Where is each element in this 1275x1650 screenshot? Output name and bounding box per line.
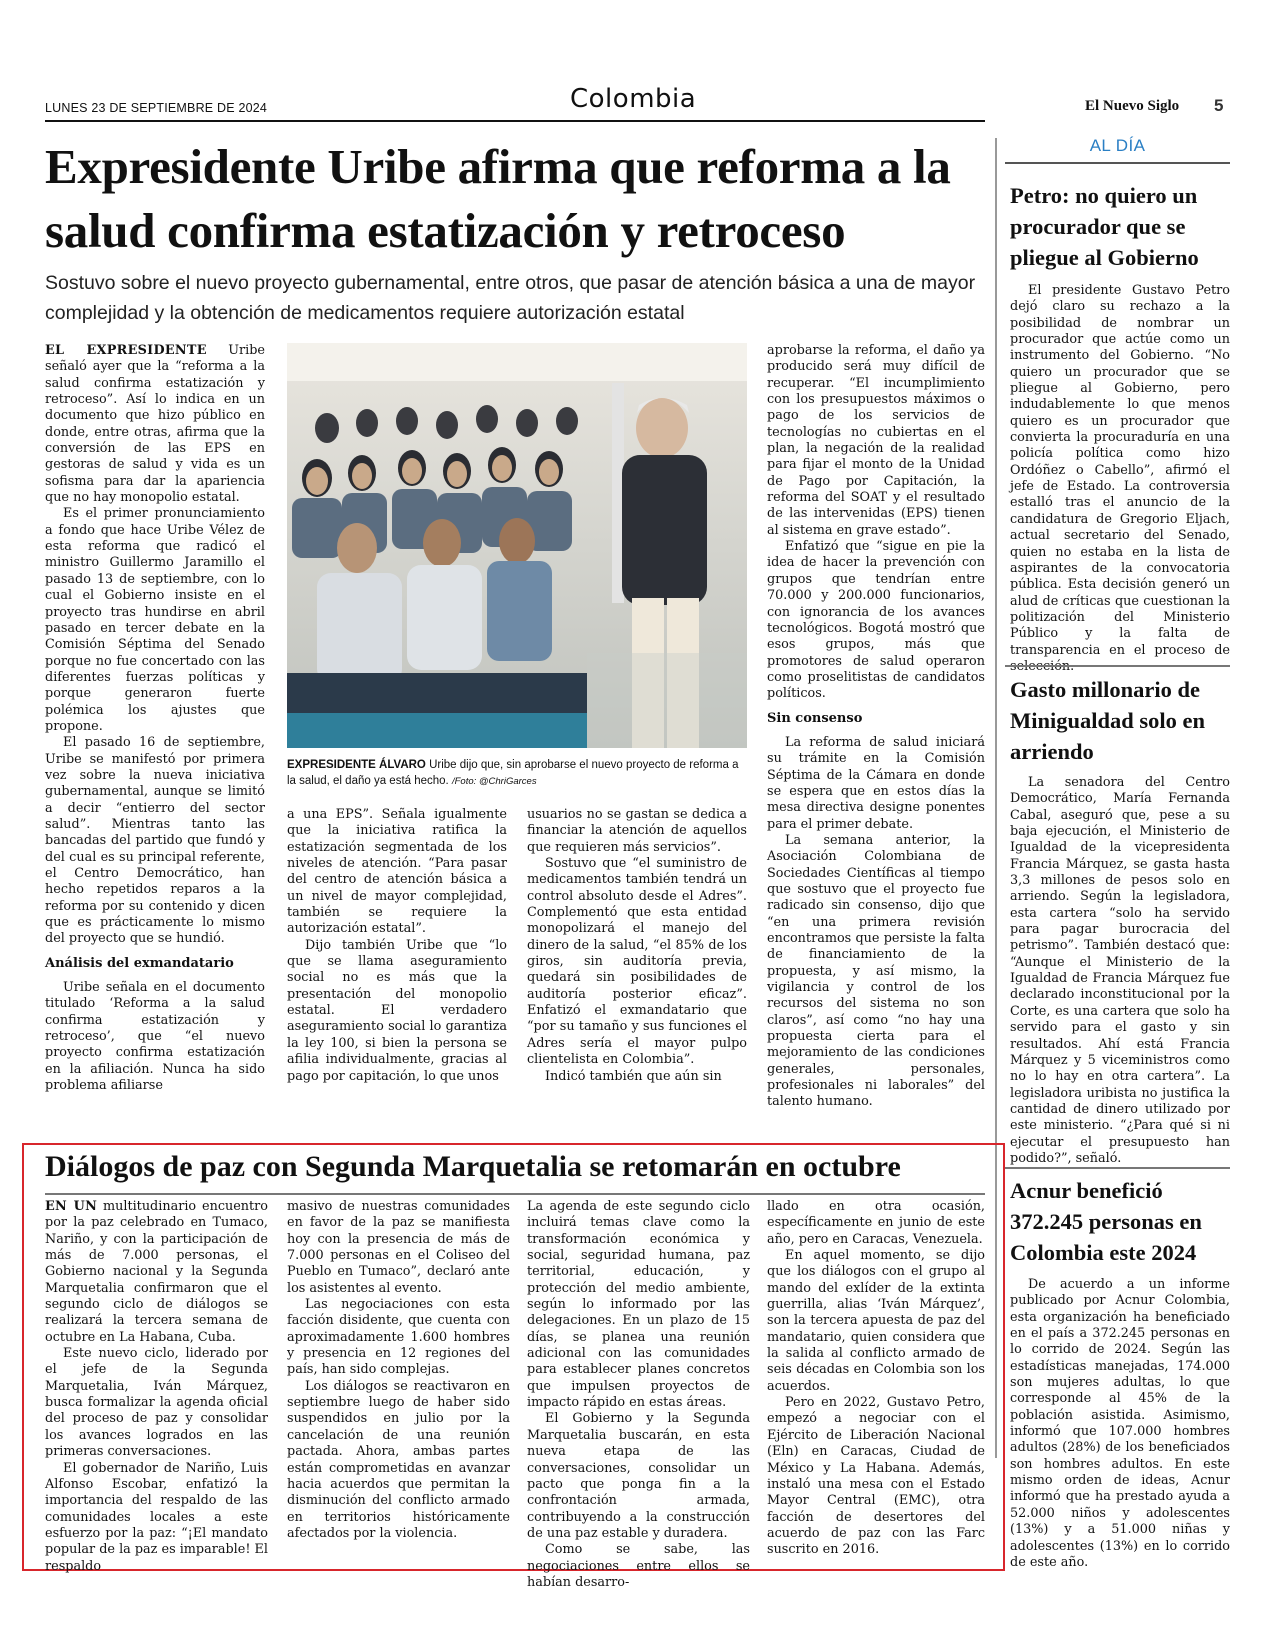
article-paragraph: Este nuevo ciclo, liderado por el jefe de la Segunda Marquetalia, Iván Márquez, busca formalizar la agenda oficial del proceso de paz y consolidar los avances logrados en las primeras conversaciones. (45, 1346, 268, 1460)
photo-caption: EXPRESIDENTE ÁLVARO Uribe dijo que, sin aprobarse el nuevo proyecto de reforma a la salud, el daño ya está hecho. /Foto: @ChriGarces (287, 759, 739, 787)
section-name: Colombia (570, 84, 697, 114)
article-paragraph: El pasado 16 de septiembre, Uribe se manifestó por primera vez sobre la nueva iniciativa gubernamental, aunque se limitó a decir “entierro del sector salud”. Mientras tanto las bancadas del partido que fundó y del cual es su principal referente, el Centro Democrático, han hecho repetidos reparos a la reforma por su contenido y dicen que es prácticamente lo mismo del proyecto que se hundió. (45, 735, 265, 947)
main-headline: Expresidente Uribe afirma que reforma a la salud confirma estatización y retroceso (45, 139, 951, 258)
subhead: Sin consenso (767, 710, 863, 726)
box-column-4 (767, 1199, 985, 1559)
box-column-3 (527, 1199, 750, 1591)
newspaper-name: El Nuevo Siglo (1085, 98, 1180, 114)
classroom-photo (287, 343, 747, 748)
article-paragraph: Dijo también Uribe que “lo que se llama aseguramiento social no es más que la presentación del monopolio estatal. El verdadero aseguramiento social lo garantiza la ley 100, si bien la persona se afilia individualmente, gracias al pago por capitación, lo que unos (287, 937, 507, 1084)
folio-rule (45, 120, 985, 122)
subhead: Análisis del exmandatario (45, 955, 234, 971)
article-paragraph: La agenda de este segundo ciclo incluirá temas clave como la transformación económica y social, seguridad humana, paz territorial, educación, y protección del medio ambiente, según lo informado por las delegaciones. En un plazo de 15 días, se planea una reunión adicional con las comunidades para establecer planes concretos que impulsen proyectos de impacto rápido en estas áreas. (527, 1199, 750, 1411)
sidebar-story-3: De acuerdo a un informe publicado por Acnur Colombia, esta organización ha beneficiado en el país a 372.245 personas en lo corrido de 2024. Según las estadísticas manejadas, 174.000 son mujeres adultas, lo que corresponde al 45% de la población asistida. Asimismo, informó que 107.000 hombres adultos (28%) de los beneficiados son hombres adultos. En este mismo orden de ideas, Acnur informó que ha prestado ayuda a 52.000 niños y adolescentes (13%) y a 51.000 niñas y adolescentes (13%) en lo corrido de este año. (1010, 1277, 1230, 1570)
photo-credit: /Foto: @ChriGarces (451, 775, 537, 787)
article-paragraph: Sostuvo que “el suministro de medicamentos también tendrá un control absoluto desde el Adres”. Complementó que esta entidad monopolizará el manejo del dinero de la salud, “el 85% de los giros, sin auditoría previa, quedará sin posibilidades de auditoría posterior eficaz”. Enfatizó el exmandatario que “por su tamaño y sus funciones el Adres sería el mayor pulpo clientelista en Colombia”. (527, 856, 747, 1068)
article-paragraph: Uribe señala en el documento titulado ‘Reforma a la salud confirma estatización y retroceso’, que “el nuevo proyecto confirma estatización en la afiliación. Nunca ha sido problema afiliarse (45, 980, 265, 1094)
box-column-2 (287, 1199, 510, 1542)
article-paragraph: El gobernador de Nariño, Luis Alfonso Escobar, enfatizó la importancia del respaldo de las comunidades locales a este esfuerzo por la paz: “¡El mandato popular de la paz es imparable! El respaldo (45, 1460, 268, 1574)
article-paragraph: Como se sabe, las negociaciones entre ellos se habían desarro- (527, 1542, 750, 1590)
box-column-1 (45, 1199, 268, 1575)
sidebar-divider (1005, 1167, 1230, 1169)
sidebar-headline-1: Petro: no quiero un procurador que se pliegue al Gobierno (1010, 183, 1199, 270)
page-number: 5 (1214, 96, 1224, 115)
article-photo (287, 343, 747, 748)
sidebar-kicker: AL DÍA (1089, 136, 1146, 155)
main-column-3 (527, 807, 747, 1085)
article-paragraph: Es el primer pronunciamiento a fondo que hace Uribe Vélez de esta reforma que radicó el ministro Guillermo Jaramillo el pasado 13 de septiembre, con lo cual el Gobierno insiste en el proyecto tras hundirse en abril pasado en tercer debate en la Comisión Séptima del Senado porque no fue concertado con las diferentes fuerzas políticas y porque generaron fuerte polémica los ajustes que propone. (45, 506, 265, 734)
article-paragraph: Los diálogos se reactivaron en septiembre luego de haber sido suspendidos en julio por la cancelación de una reunión pactada. Ahora, ambas partes están comprometidas en avanzar hacia acuerdos que permitan la disminución del conflicto armado en territorios históricamente afectados por la violencia. (287, 1378, 510, 1541)
box-headline-rule (45, 1193, 985, 1195)
folio-date: LUNES 23 DE SEPTIEMBRE DE 2024 (45, 101, 268, 115)
box-headline: Diálogos de paz con Segunda Marquetalia se retomarán en octubre (45, 1150, 901, 1183)
article-paragraph: Pero en 2022, Gustavo Petro, empezó a negociar con el Ejército de Liberación Nacional (Eln) en Caracas, Ciudad de México y La Habana. Además, instaló una mesa con el Estado Mayor Central (EMC), otra facción de desertores del acuerdo de paz con las Farc suscrito en 2016. (767, 1395, 985, 1558)
article-paragraph: En aquel momento, se dijo que los diálogos con el grupo al mando del exlíder de la extinta guerrilla, alias ‘Iván Márquez’, son la tercera apuesta de paz del mandatario, quien considera que la salida al conflicto armado de seis décadas en Colombia son los acuerdos. (767, 1248, 985, 1394)
sidebar-headline-3: Acnur benefició 372.245 personas en Colombia este 2024 (1010, 1178, 1202, 1265)
article-paragraph: EL EXPRESIDENTE Uribe señaló ayer que la “reforma a la salud confirma estatización y retroceso”. Así lo indica en un documento que hizo público en donde, entre otras, afirma que la conversión de las EPS en gestoras de salud y vida es un sofisma para dar la apariencia que no hay monopolio estatal. (45, 343, 265, 506)
sidebar-story-1: El presidente Gustavo Petro dejó claro su rechazo a la posibilidad de nombrar un procurador que actúe como un instrumento del Gobierno. “No quiero un procurador que se pliegue al Gobierno, pero indudablemente lo que menos quiero es un procurador que convierta la procuraduría en una policía política como hizo Ordóñez o Cabello”, afirmó el jefe de Estado. La controversia estalló tras el anuncio de la candidatura de Gregorio Eljach, actual secretario del Senado, quien no estaba en la lista de aspirantes de la convocatoria pública. Esta decisión generó un alud de críticas que cuestionan la politización del Ministerio Público y la falta de transparencia en el proceso de (1010, 283, 1230, 658)
main-column-2 (287, 807, 507, 1085)
sidebar-headline-2: Gasto millonario de Minigualdad solo en arriendo (1010, 677, 1206, 764)
article-paragraph: aprobarse la reforma, el daño ya producido será muy difícil de recuperar. “El incumplimiento con los presupuestos máximos o pago de los servicios de tecnologías no cubiertas en el plan, la negación de la realidad para fijar el monto de la Unidad de Pago por Capitación, la reforma del SOAT y el resultado de las intervenidas (EPS) tienen al sistema en grave estado”. (767, 343, 985, 538)
article-paragraph: La reforma de salud iniciará su trámite en la Comisión Séptima de la Cámara en donde se espera que en estos días la mesa directiva designe ponentes para el primer debate. (767, 734, 985, 832)
article-paragraph: El Gobierno y la Segunda Marquetalia buscarán, en esta nueva etapa de las conversaciones, consolidar un pacto que ponga fin a la confrontación armada, contribuyendo a la construcción de una paz estable y duradera. (527, 1411, 750, 1541)
main-column-1 (45, 343, 265, 1094)
sidebar-story-2: La senadora del Centro Democrático, María Fernanda Cabal, aseguró que, pese a su baja ejecución, el Ministerio de Igualdad de la vicepresidenta Francia Márquez, se gasta hasta 3,3 millones de pesos solo en arriendo. Según la legisladora, esta cartera “solo ha servido para pagar burocracia del petrismo”. También destacó que: “Aunque el Ministerio de la Igualdad de Francia Márquez fue declarado inconstitucional por la Corte, es una cartera que solo ha servido para el gasto y sin resultados. Ahí está Francia Márquez y 5 viceministros como no lo hay en otra cartera”. La legisladora uribista no justifica la cantidad de dinero utilizado por este ministerio. “¿Para qué si ni ejecutar el presupuesto han podido?”, señaló. (1010, 775, 1230, 1166)
sidebar-divider (1005, 665, 1230, 667)
main-column-4 (767, 343, 985, 1111)
article-paragraph: Enfatizó que “sigue en pie la idea de hacer la prevención con grupos que tendrían entre 70.000 y 200.000 funcionarios, con ignorancia de los avances tecnológicos. Bogotá mostró que esos grupos, más que promotores de salud operaron como proselitistas de candidatos políticos. (767, 539, 985, 702)
article-paragraph: La semana anterior, la Asociación Colombiana de Sociedades Científicas al tiempo que sostuvo que el proyecto fue radicado sin consenso, dijo que “en una primera revisión encontramos que persiste la falta de financiamiento de la propuesta, y así mismo, la vigilancia y control de los recursos del sistema no son claros”, así como “no hay una propuesta cierta para el mejoramiento de las condiciones generales, personales, profesionales ni laborales” del talento humano. (767, 832, 985, 1110)
main-deck: Sostuvo sobre el nuevo proyecto gubernamental, entre otros, que pasar de atención básica a una de mayor complejidad y la obtención de medicamentos requiere autorización estatal (45, 272, 976, 324)
article-paragraph: a una EPS”. Señala igualmente que la iniciativa ratifica la estatización segmentada de los niveles de atención. “Para pasar del centro de atención básica a un nivel de mayor complejidad, también se requiere la autorización estatal”. (287, 807, 507, 937)
article-paragraph: Las negociaciones con esta facción disidente, que cuenta con aproximadamente 1.600 hombres y presencia en 12 regiones del país, han sido complejas. (287, 1297, 510, 1378)
article-paragraph: llado en otra ocasión, específicamente en junio de este año, pero en Caracas, Venezuela. (767, 1199, 985, 1247)
sidebar-kicker-rule (1005, 162, 1230, 164)
lead-in: EN UN (45, 1199, 98, 1214)
article-paragraph: masivo de nuestras comunidades en favor de la paz se manifiesta hoy con la presencia de más de 7.000 personas en el Coliseo del Pueblo en Tumaco”, declaró ante los asistentes al evento. (287, 1199, 510, 1296)
article-paragraph: Indicó también que aún sin (545, 1068, 722, 1084)
lead-in: EL EXPRESIDENTE (45, 343, 207, 358)
article-paragraph: EN UN multitudinario encuentro por la paz celebrado en Tumaco, Nariño, y con la participación de más de 7.000 personas, el Gobierno nacional y la Segunda Marquetalia confirmaron que el segundo ciclo de diálogos se realizará la tercera semana de octubre en La Habana, Cuba. (45, 1199, 269, 1345)
article-paragraph: usuarios no se gastan se dedica a financiar la atención de aquellos que requieren más servicios”. (527, 807, 747, 855)
